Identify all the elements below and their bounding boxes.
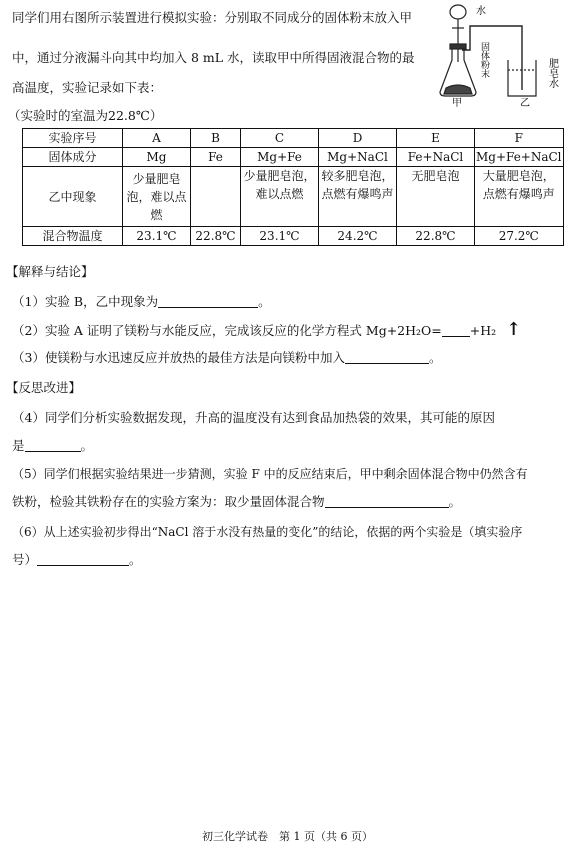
table-cell: 22.8℃ — [397, 227, 475, 246]
intro-line-2: 中，通过分液漏斗向其中均加入 8 mL 水，读取甲中所得固液混合物的最 — [12, 50, 415, 65]
cell-line: 难以点燃 — [255, 187, 304, 201]
table-cell — [123, 167, 191, 227]
cell-line: 点燃有爆鸣声 — [321, 187, 394, 201]
table-cell: Mg+Fe+NaCl — [475, 148, 564, 167]
question-3-text: （3）使镁粉与水迅速反应并放热的最佳方法是向镁粉中加入 — [12, 350, 345, 365]
table-cell: F — [475, 129, 564, 148]
table-cell: Mg+NaCl — [319, 148, 397, 167]
gas-arrow-icon: ↑ — [506, 319, 522, 340]
table-cell: B — [191, 129, 241, 148]
label-yi: 乙 — [520, 98, 530, 108]
question-1-end: 。 — [258, 294, 271, 309]
table-cell — [191, 167, 241, 227]
page-footer: 初三化学试卷 第 1 页（共 6 页） — [202, 830, 373, 843]
table-cell: Mg+Fe — [241, 148, 319, 167]
question-5-text: 铁粉，检验其铁粉存在的实验方案为：取少量固体混合物 — [12, 494, 325, 509]
label-jia: 甲 — [452, 98, 462, 108]
table-row-solid — [23, 148, 564, 167]
table-cell: 23.1℃ — [241, 227, 319, 246]
row-label-id: 实验序号 — [23, 129, 123, 148]
question-2-text: （2）实验 A 证明了镁粉与水能反应，完成该反应的化学方程式 Mg+2H₂O= — [12, 323, 442, 338]
table-cell: D — [319, 129, 397, 148]
answer-blank-4[interactable] — [25, 437, 81, 452]
table-row-temp — [23, 227, 564, 246]
cell-line: 点燃有爆鸣声 — [482, 187, 555, 201]
label-soap-water: 肥皂水 — [546, 58, 558, 88]
table-cell: E — [397, 129, 475, 148]
question-2 — [12, 316, 521, 345]
intro-line-1: 同学们用右图所示装置进行模拟实验：分别取不同成分的固体粉末放入甲 — [12, 10, 413, 25]
cell-line: 少量肥皂泡， — [243, 169, 316, 183]
label-water: 水 — [476, 6, 486, 17]
question-4-line-1: （4）同学们分析实验数据发现，升高的温度没有达到食品加热袋的效果，其可能的原因 — [12, 410, 495, 425]
table-cell: 27.2℃ — [475, 227, 564, 246]
table-row-phenomenon — [23, 167, 564, 227]
table-cell — [397, 167, 475, 227]
table-cell — [319, 167, 397, 227]
experiment-table — [22, 128, 564, 246]
row-label-phenomenon: 乙中现象 — [23, 167, 123, 227]
question-6-line-2 — [12, 546, 142, 574]
delivery-tube-icon — [462, 26, 522, 90]
answer-blank-6[interactable] — [37, 551, 129, 566]
cell-line: 少量肥皂 — [132, 171, 181, 186]
cell-line: 大量肥皂泡， — [482, 169, 555, 183]
question-2-mid: +H₂ — [469, 323, 497, 338]
question-6-line-1: （6）从上述实验初步得出“NaCl 溶于水没有热量的变化”的结论，依据的两个实验是（填实验序 — [12, 525, 523, 539]
apparatus-diagram — [436, 2, 568, 108]
table-cell: Fe — [191, 148, 241, 167]
question-6-end: 。 — [129, 552, 142, 567]
table-cell — [475, 167, 564, 227]
label-powder: 固体粉末 — [479, 42, 489, 78]
question-6-text: 号） — [12, 552, 38, 567]
cell-line: 较多肥皂泡， — [321, 169, 394, 183]
section-heading-explanation: 【解释与结论】 — [6, 264, 94, 279]
table-cell: 23.1℃ — [123, 227, 191, 246]
table-cell: C — [241, 129, 319, 148]
question-3-end: 。 — [428, 350, 442, 365]
row-label-temp: 混合物温度 — [23, 227, 123, 246]
cell-line: 泡，难以点 — [126, 189, 187, 204]
answer-blank-3[interactable] — [345, 349, 429, 364]
cell-line: 无肥皂泡 — [411, 169, 460, 183]
intro-line-3: 高温度，实验记录如下表： — [12, 80, 163, 95]
table-cell — [241, 167, 319, 227]
table-cell: A — [123, 129, 191, 148]
table-row-id — [23, 129, 564, 148]
table-cell: Fe+NaCl — [397, 148, 475, 167]
question-1-text: （1）实验 B，乙中现象为 — [12, 294, 159, 309]
question-4-line-2 — [12, 432, 93, 460]
row-label-solid: 固体成分 — [23, 148, 123, 167]
table-cell: 24.2℃ — [319, 227, 397, 246]
answer-blank-2[interactable] — [442, 322, 470, 337]
table-cell: Mg — [123, 148, 191, 167]
question-4-start: 是 — [12, 438, 25, 453]
question-5-end: 。 — [448, 494, 462, 509]
section-heading-reflection: 【反思改进】 — [6, 380, 82, 395]
question-5-line-2 — [12, 488, 461, 516]
question-1 — [12, 288, 271, 316]
question-3 — [12, 344, 441, 372]
room-temp-note: （实验时的室温为22.8℃） — [8, 108, 163, 123]
question-5-line-1: （5）同学们根据实验结果进一步猜测，实验 F 中的反应结束后，甲中剩余固体混合物中仍然含有 — [12, 467, 528, 481]
answer-blank-5[interactable] — [325, 493, 449, 508]
question-4-end: 。 — [80, 438, 94, 453]
cell-line: 燃 — [150, 207, 163, 222]
table-cell: 22.8℃ — [191, 227, 241, 246]
answer-blank-1[interactable] — [158, 293, 258, 308]
